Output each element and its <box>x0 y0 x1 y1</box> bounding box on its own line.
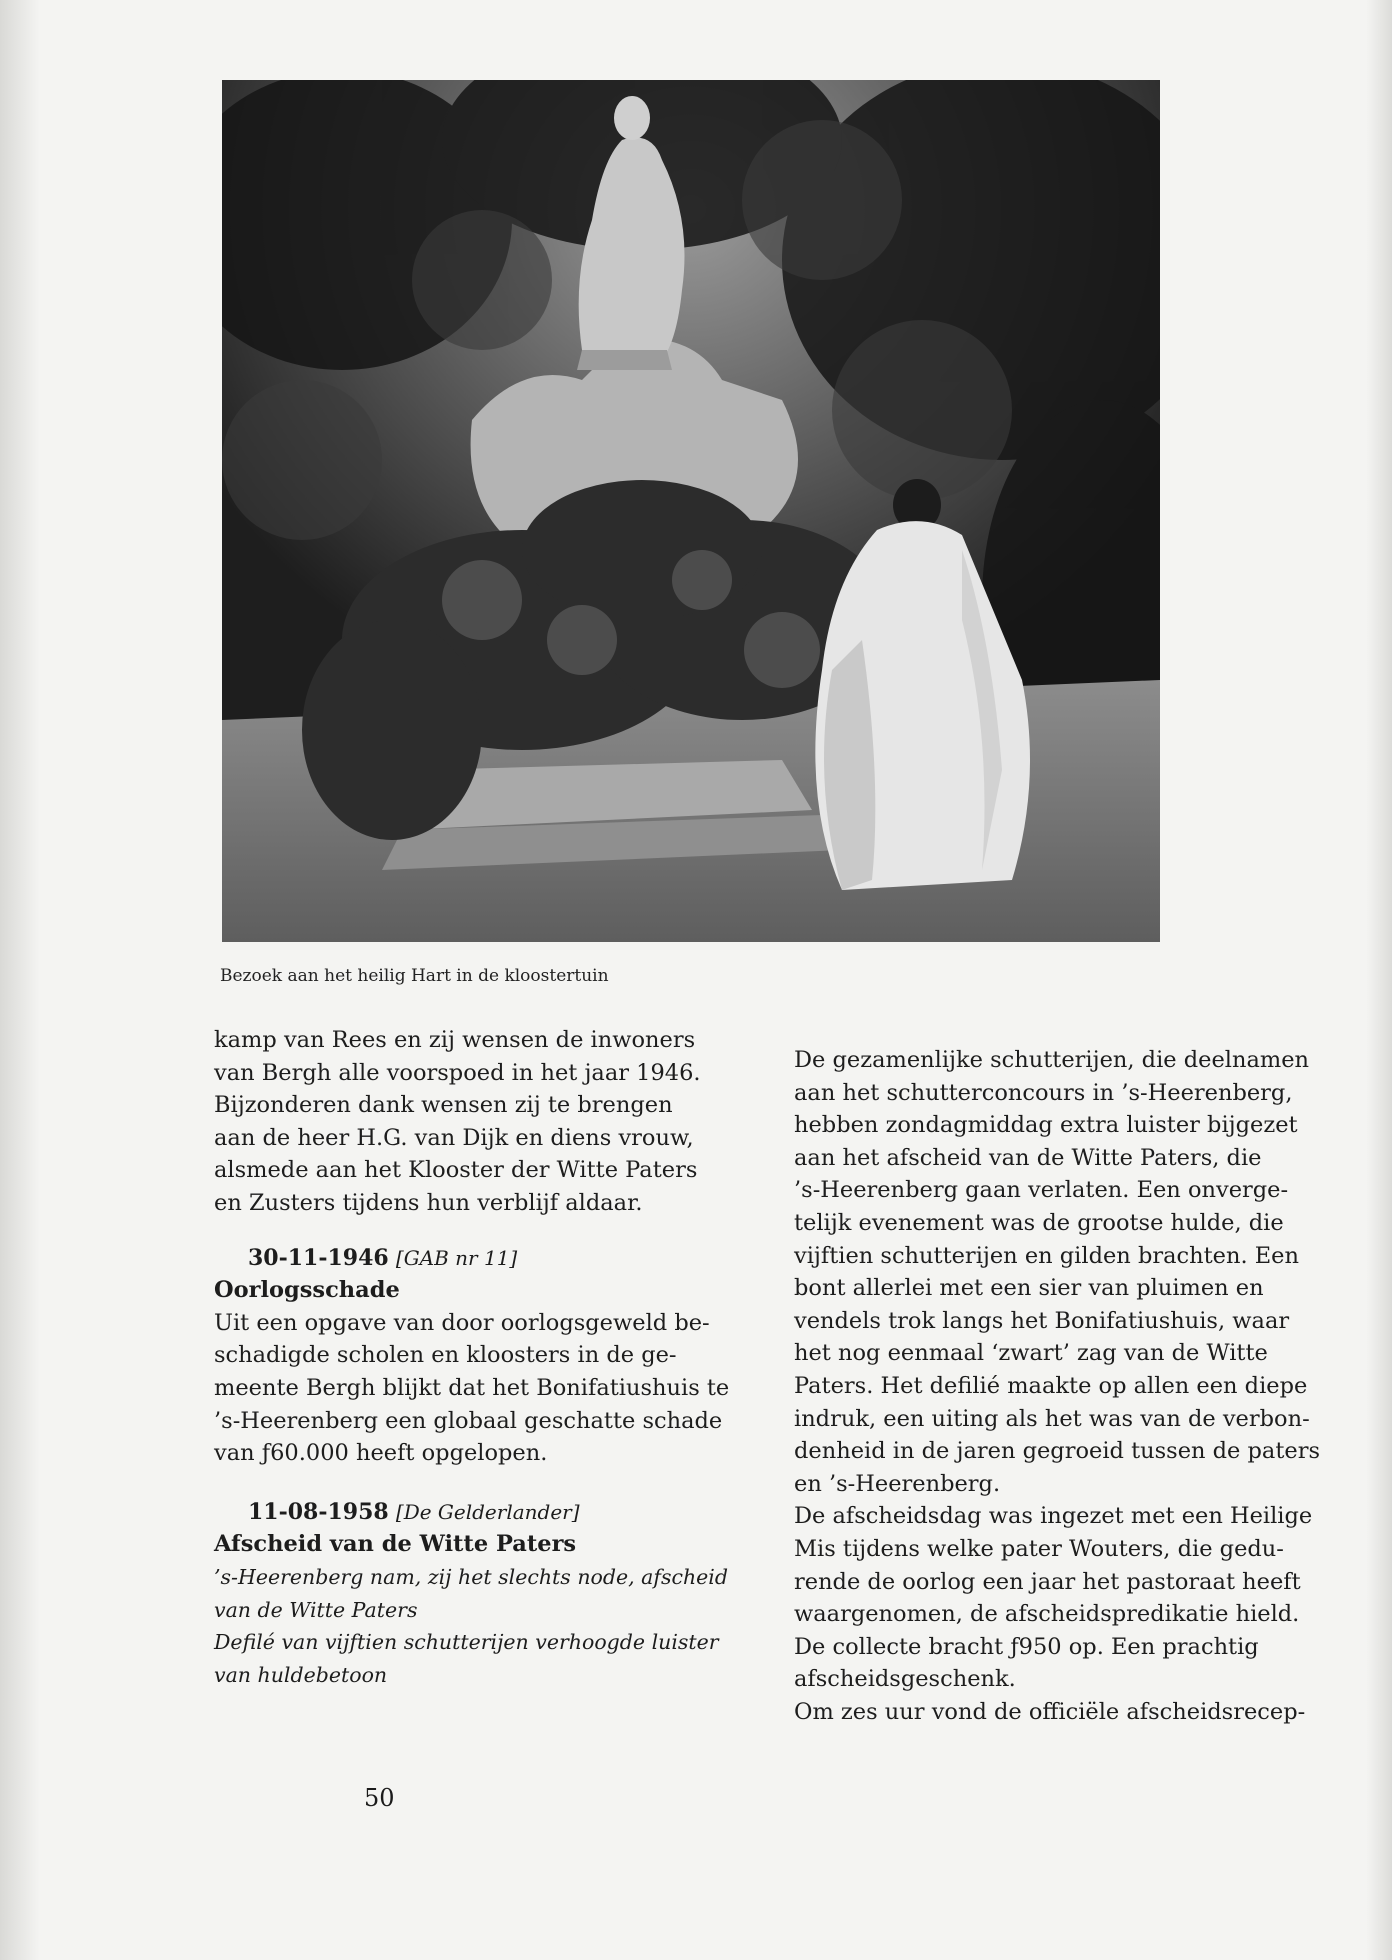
entry-date: 11-08-1958 <box>248 1498 389 1525</box>
text-line: en ’s-Heerenberg. <box>794 1470 1001 1497</box>
entry-title: Afscheid van de Witte Paters <box>214 1531 577 1558</box>
entry-subtitle-line: Defilé van vijftien schutterijen verhoogde luister <box>214 1630 719 1655</box>
entry-date-line <box>214 1242 774 1275</box>
text-line: indruk, een uiting als het was van de verbon- <box>794 1405 1310 1432</box>
text-line: aan het afscheid van de Witte Paters, die <box>794 1144 1262 1171</box>
entry-source: [GAB nr 11] <box>395 1245 518 1270</box>
entry-subtitle-line: ’s-Heerenberg nam, zij het slechts node, afscheid <box>214 1564 728 1589</box>
text-line: meente Bergh blijkt dat het Bonifatiushuis te <box>214 1374 730 1401</box>
page-edge <box>1366 0 1392 1960</box>
entry-date: 30-11-1946 <box>248 1244 389 1271</box>
text-line: van Bergh alle voorspoed in het jaar 1946. <box>214 1059 701 1086</box>
text-line: afscheidsgeschenk. <box>794 1666 1016 1693</box>
text-line: van ƒ60.000 heeft opgelopen. <box>214 1440 548 1467</box>
text-line: Uit een opgave van door oorlogsgeweld be- <box>214 1309 710 1336</box>
entry-subtitle-line: van de Witte Paters <box>214 1597 418 1622</box>
text-line: De collecte bracht ƒ950 op. Een prachtig <box>794 1633 1259 1660</box>
text-line: kamp van Rees en zij wensen de inwoners <box>214 1027 696 1053</box>
photo-illustration <box>222 80 1160 942</box>
text-line: De afscheidsdag was ingezet met een Heilige <box>794 1503 1313 1530</box>
page-gutter-shadow <box>0 0 40 1960</box>
entry-date-line <box>214 1496 774 1529</box>
text-line: Paters. Het defilié maakte op allen een diepe <box>794 1372 1308 1399</box>
entry-title: Oorlogsschade <box>214 1277 400 1304</box>
text-line: aan de heer H.G. van Dijk en diens vrouw, <box>214 1124 694 1151</box>
text-line: telijk evenement was de grootse hulde, die <box>794 1209 1284 1236</box>
text-line: ’s-Heerenberg gaan verlaten. Een onverge- <box>794 1177 1289 1204</box>
text-line: Om zes uur vond de officiële afscheidsrecep- <box>794 1698 1306 1725</box>
text-line: het nog eenmaal ‘zwart’ zag van de Witte <box>794 1340 1268 1367</box>
text-line: schadigde scholen en kloosters in de ge- <box>214 1342 677 1369</box>
right-column <box>794 1044 1354 1728</box>
text-line: en Zusters tijdens hun verblijf aldaar. <box>214 1189 643 1216</box>
text-line: vijftien schutterijen en gilden brachten. Een <box>794 1242 1299 1269</box>
text-line: waargenomen, de afscheidspredikatie hield. <box>794 1601 1300 1628</box>
left-column <box>214 1024 774 1691</box>
text-line: Mis tijdens welke pater Wouters, die gedu- <box>794 1535 1284 1562</box>
text-line: denheid in de jaren gegroeid tussen de paters <box>794 1438 1321 1465</box>
text-line: vendels trok langs het Bonifatiushuis, waar <box>794 1307 1290 1334</box>
figure-caption: Bezoek aan het heilig Hart in de kloostertuin <box>220 966 609 986</box>
text-line: Bijzonderen dank wensen zij te brengen <box>214 1092 673 1119</box>
text-line: bont allerlei met een sier van pluimen en <box>794 1275 1264 1302</box>
photo-sacred-heart-garden <box>222 80 1160 942</box>
text-line: hebben zondagmiddag extra luister bijgezet <box>794 1112 1298 1139</box>
text-line: ’s-Heerenberg een globaal geschatte schade <box>214 1407 723 1434</box>
entry-source: [De Gelderlander] <box>395 1499 580 1524</box>
text-line: alsmede aan het Klooster der Witte Paters <box>214 1157 698 1184</box>
text-line: aan het schutterconcours in ’s-Heerenberg, <box>794 1079 1293 1106</box>
page-number: 50 <box>364 1784 395 1812</box>
entry-subtitle-line: van huldebetoon <box>214 1662 388 1687</box>
text-line: rende de oorlog een jaar het pastoraat heeft <box>794 1568 1301 1595</box>
text-line: De gezamenlijke schutterijen, die deelnamen <box>794 1047 1310 1073</box>
